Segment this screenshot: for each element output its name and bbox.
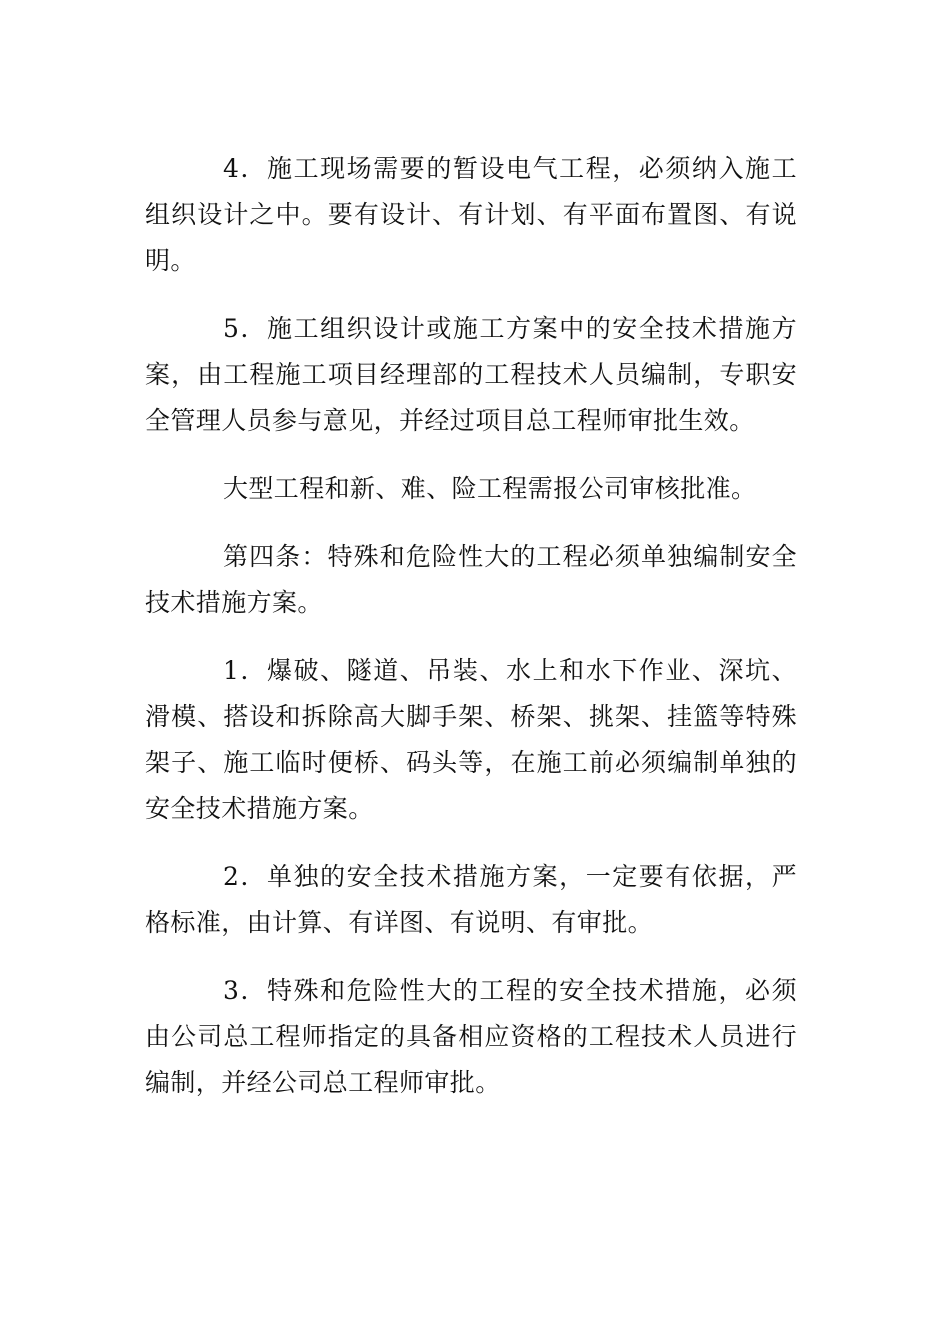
paragraph-item-2-separate-plan: 2．单独的安全技术措施方案，一定要有依据，严格标准，由计算、有详图、有说明、有审批。	[145, 862, 797, 937]
document-body	[145, 146, 797, 1128]
paragraph-item-5-safety-plan: 5．施工组织设计或施工方案中的安全技术措施方案，由工程施工项目经理部的工程技术人员编制，专职安全管理人员参与意见，并经过项目总工程师审批生效。	[145, 314, 797, 435]
paragraph-large-projects-approval: 大型工程和新、难、险工程需报公司审核批准。	[223, 474, 757, 503]
paragraph-item-1-special-works: 1．爆破、隧道、吊装、水上和水下作业、深坑、滑模、搭设和拆除高大脚手架、桥架、挑架、挂篮等特殊架子、施工临时便桥、码头等，在施工前必须编制单独的安全技术措施方案。	[145, 656, 797, 823]
paragraph-item-3-chief-engineer: 3．特殊和危险性大的工程的安全技术措施，必须由公司总工程师指定的具备相应资格的工程技术人员进行编制，并经公司总工程师审批。	[145, 976, 797, 1097]
paragraph-article-four: 第四条：特殊和危险性大的工程必须单独编制安全技术措施方案。	[145, 542, 797, 617]
paragraph-item-4-temporary-electrical: 4．施工现场需要的暂设电气工程，必须纳入施工组织设计之中。要有设计、有计划、有平面布置图、有说明。	[145, 154, 797, 275]
